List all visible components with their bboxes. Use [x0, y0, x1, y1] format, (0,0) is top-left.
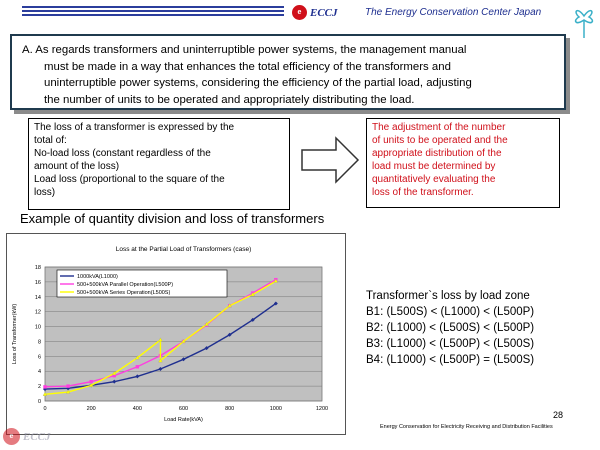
x-axis-label: Load Rate(kVA): [164, 417, 203, 423]
y-tick-label: 8: [37, 339, 41, 346]
y-tick-label: 14: [34, 294, 41, 301]
section-title: Example of quantity division and loss of transformers: [20, 211, 325, 226]
right-line-2: of units to be operated and the: [372, 135, 508, 146]
right-line-5: quantitatively evaluating the: [372, 174, 496, 185]
chart-title: Loss at the Partial Load of Transformers (case): [115, 246, 252, 253]
y-tick-label: 12: [34, 309, 41, 316]
x-tick-label: 600: [178, 406, 189, 412]
right-line-1: The adjustment of the number: [372, 122, 506, 133]
y-tick-label: 2: [37, 384, 41, 391]
footer-logo-text: ECCJ: [23, 430, 51, 443]
main-line-1: A. As regards transformers and uninterruptible power systems, the management manual: [22, 44, 467, 56]
x-tick-label: 1000: [269, 406, 282, 412]
loss-chart: [6, 233, 346, 435]
left-line-3: No-load loss (constant regardless of the: [34, 148, 211, 159]
eccj-logo: [292, 5, 338, 20]
zone-b3: B3: (L1000) < (L500P) < (L500S): [366, 338, 535, 350]
left-line-2: total of:: [34, 135, 67, 146]
left-line-4: amount of the loss): [34, 161, 120, 172]
zone-title: Transformer`s loss by load zone: [366, 290, 530, 302]
left-line-5: Load loss (proportional to the square of the: [34, 174, 225, 185]
adjustment-box: [366, 118, 560, 208]
x-tick-label: 200: [86, 406, 96, 412]
main-line-3: uninterruptible power systems, considering the efficiency of the partial load, adjusting: [44, 77, 472, 89]
series-2-point: [43, 385, 46, 388]
main-line-4: the number of units to be operated and appropriately distributing the load.: [44, 93, 415, 106]
clover-icon: [571, 2, 597, 42]
legend-label-2: 500+500kVA Parallel Operation(L500P): [77, 282, 174, 288]
loss-definition-box: [28, 118, 290, 210]
legend-label-1: 1000kVA(L1000): [77, 274, 118, 280]
y-tick-label: 10: [34, 324, 41, 331]
zone-b2: B2: (L1000) < (L500S) < (L500P): [366, 322, 535, 334]
eccj-logo-icon: e: [292, 5, 307, 20]
y-tick-label: 6: [37, 354, 41, 361]
series-2-point: [89, 380, 92, 383]
x-tick-label: 400: [132, 406, 142, 412]
eccj-logo-text: ECCJ: [310, 6, 338, 19]
main-statement: [10, 34, 566, 110]
x-tick-label: 800: [225, 406, 235, 412]
zone-list: [366, 288, 534, 368]
y-axis-label: Loss of Transformer(kW): [12, 303, 18, 365]
series-2-point: [136, 365, 139, 368]
zone-b1: B1: (L500S) < (L1000) < (L500P): [366, 306, 535, 318]
header-rule: [22, 6, 284, 22]
y-tick-label: 0: [37, 399, 41, 405]
right-arrow-icon: [300, 135, 360, 185]
legend-label-3: 500+500kVA Series Operation(L500S): [77, 290, 171, 296]
y-tick-label: 16: [34, 279, 41, 286]
page-number: 28: [553, 410, 564, 420]
y-tick-label: 4: [37, 369, 41, 376]
right-line-4: load must be determined by: [372, 161, 496, 172]
footer-logo-icon: e: [3, 428, 20, 445]
footer-text: Energy Conservation for Electricity Receiving and Distribution Facilities: [380, 424, 553, 430]
zone-b4: B4: (L1000) < (L500P) = (L500S): [366, 354, 535, 366]
series-2-point: [66, 384, 69, 387]
left-line-6: loss): [34, 187, 56, 198]
footer-logo: [3, 428, 51, 445]
right-line-3: appropriate distribution of the: [372, 148, 502, 159]
loss-chart-svg: [7, 234, 347, 436]
org-name: The Energy Conservation Center Japan: [365, 7, 542, 18]
x-tick-label: 1200: [315, 406, 329, 412]
x-tick-label: 0: [43, 406, 47, 412]
right-line-6: loss of the transformer.: [372, 187, 474, 198]
y-tick-label: 18: [34, 265, 41, 271]
main-line-2: must be made in a way that enhances the total efficiency of the transformers and: [44, 60, 451, 73]
left-line-1: The loss of a transformer is expressed by the: [34, 122, 235, 133]
